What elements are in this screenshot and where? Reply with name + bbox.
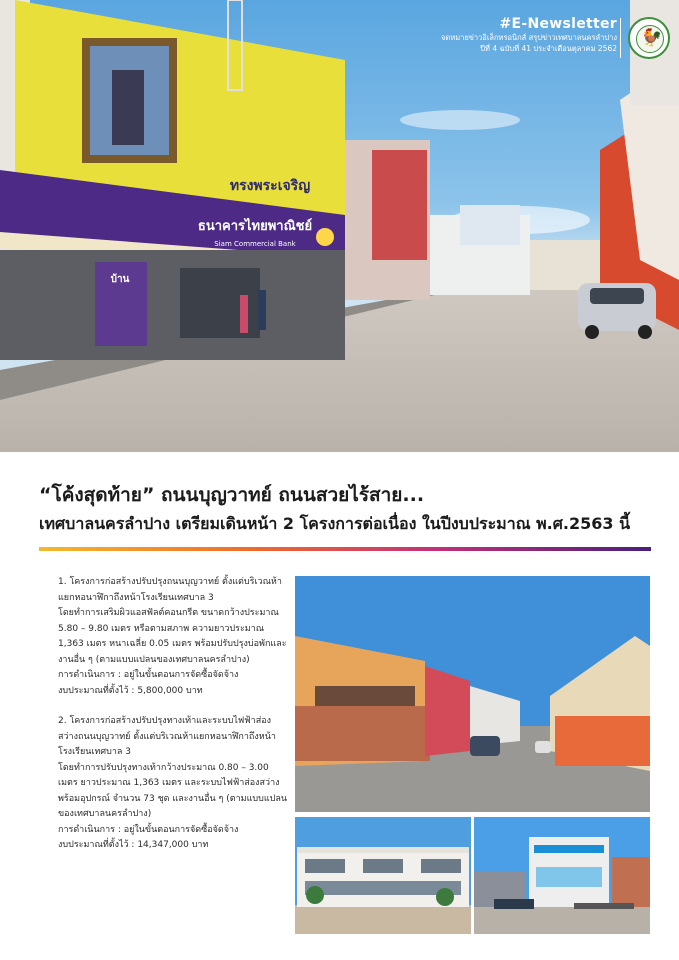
school-photo-illustration bbox=[295, 817, 471, 934]
newsletter-subtitle: จดหมายข่าวอิเล็กทรอนิกส์ สรุปข่าวเทศบาลนครลำปาง bbox=[441, 33, 617, 42]
hero-street-photo bbox=[0, 0, 679, 452]
article-title: “โค้งสุดท้าย” ถนนบุญวาทย์ ถนนสวยไร้สาย... bbox=[39, 484, 425, 506]
project2-detail: โดยทำการปรับปรุงทางเท้ากว้างประมาณ 0.80 – 3.00 เมตร ยาวประมาณ 1,363 เมตร และระบบไฟฟ้าส่องสว่าง พร้อมอุปกรณ์ จำนวน 73 ชุด และงานอื่น ๆ (ตามแบบแปลนของเทศบาลนครลำปาง) bbox=[58, 762, 288, 819]
bank-logo-icon bbox=[316, 228, 334, 246]
street-photo bbox=[295, 576, 650, 812]
street-photo-illustration bbox=[295, 576, 650, 812]
project1-budget: งบประมาณที่ตั้งไว้ : 5,800,000 บาท bbox=[58, 685, 203, 696]
school-photo bbox=[295, 817, 471, 934]
project1-heading: 1. โครงการก่อสร้างปรับปรุงถนนบุญวาทย์ ตั้งแต่บริเวณห้าแยกหอนาฬิกาถึงหน้าโรงเรียนเทศบาล 3 bbox=[58, 577, 282, 603]
rooster-seal-icon: 🐓 bbox=[641, 28, 663, 48]
bank-branch-photo-illustration bbox=[474, 817, 650, 934]
bank-name-th: ธนาคารไทยพาณิชย์ bbox=[197, 219, 313, 234]
street-scene-illustration bbox=[0, 0, 679, 452]
project2-budget: งบประมาณที่ตั้งไว้ : 14,347,000 บาท bbox=[58, 840, 209, 850]
bank-name-en: Siam Commercial Bank bbox=[214, 240, 296, 248]
project1-status: การดำเนินการ : อยู่ในขั้นตอนการจัดซื้อจัดจ้าง bbox=[58, 670, 239, 680]
project1-detail: โดยทำการเสริมผิวแอสฟัลต์คอนกรีต ขนาดกว้างประมาณ 5.80 – 9.80 เมตร หรือตามสภาพ ความยาวประมาณ 1,363 เมตร หนาเฉลี่ย 0.05 เมตร พร้อมปรับปรุงบ่อพักและงานอื่น ๆ (ตามแบบแปลนของเทศบาลนครลำปาง) bbox=[58, 608, 287, 665]
newsletter-issue: ปีที่ 4 ฉบับที่ 41 ประจำเดือนตุลาคม 2562 bbox=[480, 44, 617, 53]
newsletter-title: #E-Newsletter bbox=[499, 16, 617, 32]
project2-heading: 2. โครงการก่อสร้างปรับปรุงทางเท้าและระบบไฟฟ้าส่องสว่างถนนบุญวาทย์ ตั้งแต่บริเวณห้าแยกหอนาฬิกาถึงหน้าโรงเรียนเทศบาล 3 bbox=[58, 716, 276, 757]
project2-status: การดำเนินการ : อยู่ในขั้นตอนการจัดซื้อจัดจ้าง bbox=[58, 824, 239, 835]
bank-branch-photo bbox=[474, 817, 650, 934]
spacer bbox=[58, 699, 290, 714]
article-body bbox=[58, 575, 290, 854]
banner-text: ทรงพระเจริญ bbox=[229, 178, 311, 194]
poster-text: บ้าน bbox=[110, 274, 130, 285]
municipality-logo bbox=[628, 17, 670, 59]
logo-inner-seal bbox=[636, 25, 664, 53]
header-divider bbox=[620, 18, 621, 58]
gradient-divider bbox=[39, 547, 651, 551]
newsletter-header bbox=[441, 16, 617, 54]
article-subtitle: เทศบาลนครลำปาง เตรียมเดินหน้า 2 โครงการต่อเนื่อง ในปีงบประมาณ พ.ศ.2563 นี้ bbox=[39, 514, 631, 533]
